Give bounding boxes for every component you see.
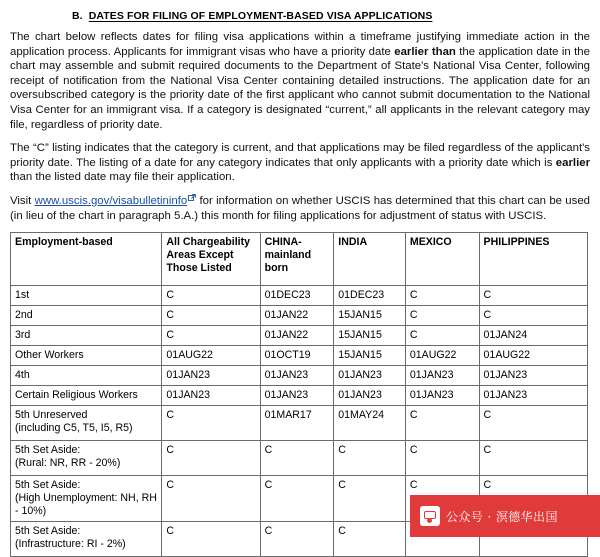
cell-india: 15JAN15 bbox=[334, 326, 406, 346]
cell-all: C bbox=[162, 306, 260, 326]
category-line-1: 5th Set Aside: bbox=[15, 479, 81, 492]
category-line-1: 2nd bbox=[15, 309, 33, 322]
table-row bbox=[11, 326, 588, 346]
paragraph-3-part-a: Visit bbox=[10, 194, 35, 207]
cell-category bbox=[11, 326, 162, 346]
table-row bbox=[11, 306, 588, 326]
header-employment-based: Employment-based bbox=[11, 233, 162, 286]
table-row bbox=[11, 286, 588, 306]
cell-india: C bbox=[334, 522, 406, 557]
cell-china: 01MAR17 bbox=[260, 406, 334, 441]
cell-all: 01AUG22 bbox=[162, 346, 260, 366]
cell-china: C bbox=[260, 476, 334, 522]
paragraph-3-part-b: for information on whether USCIS has determined that this chart can be used (in lieu of the chart in paragraph 5.A.) this month for filing applications for adjustment of status with USCIS. bbox=[10, 194, 590, 222]
table-row bbox=[11, 346, 588, 366]
cell-category bbox=[11, 306, 162, 326]
cell-india: 15JAN15 bbox=[334, 346, 406, 366]
cell-india: 15JAN15 bbox=[334, 306, 406, 326]
category-line-1: Certain Religious Workers bbox=[15, 389, 138, 402]
cell-india: 01MAY24 bbox=[334, 406, 406, 441]
cell-category bbox=[11, 346, 162, 366]
paragraph-filing-dates bbox=[10, 30, 590, 132]
cell-mexico: C bbox=[405, 441, 479, 476]
cell-china: 01JAN23 bbox=[260, 366, 334, 386]
cell-india: 01JAN23 bbox=[334, 366, 406, 386]
category-line-2: (Rural: NR, RR - 20%) bbox=[15, 457, 121, 470]
cell-mexico: C bbox=[405, 306, 479, 326]
cell-india: C bbox=[334, 441, 406, 476]
category-line-2: (High Unemployment: NH, RH - 10%) bbox=[15, 492, 157, 518]
category-line-1: 5th Set Aside: bbox=[15, 525, 81, 538]
cell-all: C bbox=[162, 286, 260, 306]
table-row bbox=[11, 366, 588, 386]
header-all-chargeability: All Chargeability Areas Except Those Listed bbox=[162, 233, 260, 286]
cell-mexico: C bbox=[405, 406, 479, 441]
cell-category bbox=[11, 406, 162, 441]
cell-category bbox=[11, 441, 162, 476]
paragraph-1-part-a: The chart below reflects dates for filing visa applications within a timeframe justifying immediate action in the application process. Applicants for immigrant visas who have a priority date bbox=[10, 31, 590, 58]
cell-india: 01DEC23 bbox=[334, 286, 406, 306]
paragraph-1-part-b: the application date in the chart may assemble and submit required documents to the Department of State's National Visa Center, following receipt of notification from the National Visa Center containing detailed instructions. The application date for an oversubscribed category is the priority date of the first applicant who cannot submit documentation to the National Visa Center for an immigrant visa. If a category is designated “current,” all applicants in the relevant category may file, regardless of priority date. bbox=[10, 45, 590, 131]
cell-mexico: C bbox=[405, 326, 479, 346]
cell-philippines: 01JAN23 bbox=[479, 386, 587, 406]
paragraph-1-emphasis: earlier than bbox=[394, 45, 456, 58]
table-header-row bbox=[11, 233, 588, 286]
cell-category bbox=[11, 386, 162, 406]
section-title: DATES FOR FILING OF EMPLOYMENT-BASED VISA APPLICATIONS bbox=[88, 10, 433, 22]
category-line-1: 1st bbox=[15, 289, 30, 302]
cell-mexico: 01JAN23 bbox=[405, 366, 479, 386]
section-heading bbox=[72, 10, 590, 22]
cell-category bbox=[11, 476, 162, 522]
cell-philippines: C bbox=[479, 476, 587, 522]
cell-all: C bbox=[162, 326, 260, 346]
category-line-1: 5th Set Aside: bbox=[15, 444, 81, 457]
cell-india: 01JAN23 bbox=[334, 386, 406, 406]
external-link-icon bbox=[188, 194, 196, 202]
cell-china: C bbox=[260, 522, 334, 557]
category-line-1: 5th Unreserved bbox=[15, 409, 88, 422]
header-india: INDIA bbox=[334, 233, 406, 286]
watermark-banner bbox=[410, 495, 600, 537]
cell-china: 01JAN23 bbox=[260, 386, 334, 406]
cell-category bbox=[11, 366, 162, 386]
paragraph-2-emphasis: earlier bbox=[555, 156, 590, 169]
category-line-1: 3rd bbox=[15, 329, 31, 342]
cell-philippines: C bbox=[479, 406, 587, 441]
cell-philippines: C bbox=[479, 306, 587, 326]
cell-china: 01DEC23 bbox=[260, 286, 334, 306]
category-line-1: Other Workers bbox=[15, 349, 84, 362]
cell-mexico: C bbox=[405, 286, 479, 306]
cell-all: C bbox=[162, 476, 260, 522]
category-line-1: 4th bbox=[15, 369, 30, 382]
cell-philippines: 01JAN23 bbox=[479, 366, 587, 386]
table-row bbox=[11, 406, 588, 441]
cell-philippines: 01JAN24 bbox=[479, 326, 587, 346]
cell-mexico: 01AUG22 bbox=[405, 346, 479, 366]
cell-mexico: 01JAN23 bbox=[405, 386, 479, 406]
cell-all: 01JAN23 bbox=[162, 366, 260, 386]
cell-category bbox=[11, 286, 162, 306]
category-line-2: (including C5, T5, I5, R5) bbox=[15, 422, 133, 435]
header-mexico: MEXICO bbox=[405, 233, 479, 286]
header-philippines: PHILIPPINES bbox=[479, 233, 587, 286]
table-row bbox=[11, 386, 588, 406]
cell-india: C bbox=[334, 476, 406, 522]
paragraph-2-part-a: The “C” listing indicates that the category is current, and that applications may be filed regardless of the applicant's priority date. The listing of a date for any category indicates that only applicants with a priority date which is bbox=[10, 142, 590, 169]
uscis-visabulletininfo-link[interactable]: www.uscis.gov/visabulletininfo bbox=[34, 194, 188, 207]
category-line-2: (Infrastructure: RI - 2%) bbox=[15, 538, 126, 551]
table-row bbox=[11, 441, 588, 476]
cell-all: 01JAN23 bbox=[162, 386, 260, 406]
cell-china: 01OCT19 bbox=[260, 346, 334, 366]
cell-all: C bbox=[162, 522, 260, 557]
cell-philippines: C bbox=[479, 441, 587, 476]
cell-category bbox=[11, 522, 162, 557]
watermark-text: 公众号 · 溟德华出国 bbox=[446, 509, 558, 524]
section-letter: B. bbox=[72, 10, 83, 22]
cell-philippines: 01AUG22 bbox=[479, 346, 587, 366]
cell-all: C bbox=[162, 441, 260, 476]
cell-all: C bbox=[162, 406, 260, 441]
cell-philippines: C bbox=[479, 286, 587, 306]
wechat-icon bbox=[420, 506, 440, 526]
cell-mexico: C bbox=[405, 476, 479, 522]
cell-china: C bbox=[260, 441, 334, 476]
paragraph-2-part-b: than the listed date may file their application. bbox=[10, 171, 235, 184]
cell-china: 01JAN22 bbox=[260, 306, 334, 326]
cell-china: 01JAN22 bbox=[260, 326, 334, 346]
paragraph-uscis-visit bbox=[10, 194, 590, 223]
paragraph-c-listing bbox=[10, 141, 590, 185]
header-china-mainland: CHINA-mainland born bbox=[260, 233, 334, 286]
